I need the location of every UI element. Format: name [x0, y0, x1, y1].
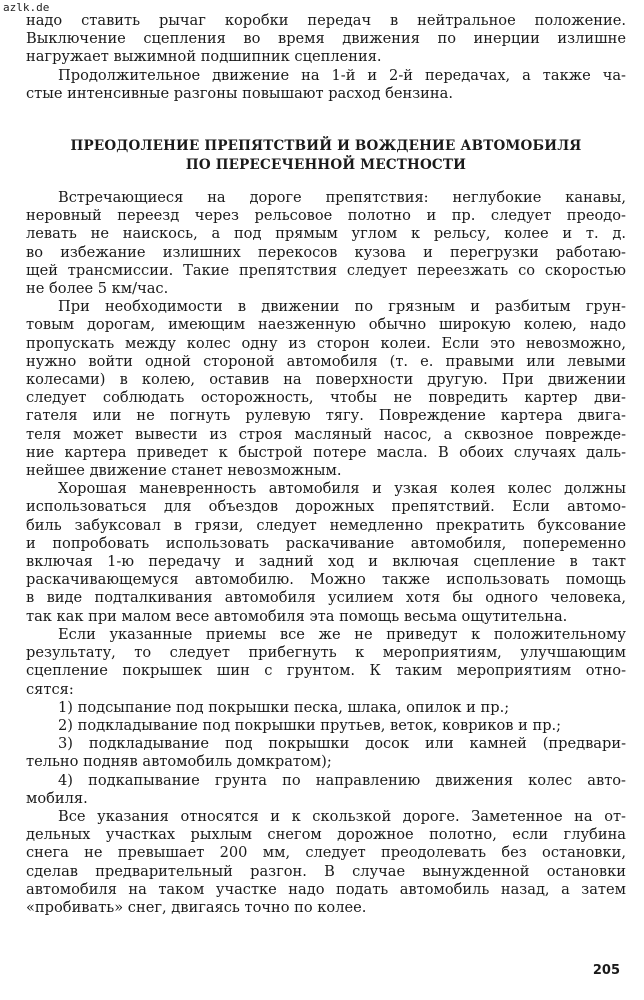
text-line: во избежание излишних перекосов кузова и перегрузки работаю- [26, 243, 626, 261]
text-line: теля может вывести из строя масляный насос, а сквозное поврежде- [26, 425, 626, 443]
watermark: azlk.de [3, 1, 50, 14]
text-line: нейшее движение станет невозможным. [26, 462, 342, 480]
text-line: сятся: [26, 680, 74, 698]
text-line: не более 5 км/час. [26, 280, 169, 298]
text-line: Выключение сцепления во время движения по инерции излишне [26, 30, 626, 48]
section-heading [26, 137, 626, 175]
paragraph-obstacles [26, 189, 626, 298]
text-line: снега не превышает 200 мм, следует преодолевать без остановки, [26, 844, 626, 862]
text-line: сцепление покрышек шин с грунтом. К таким мероприятиям отно- [26, 662, 626, 680]
list-item-continuation: мобиля. [26, 789, 88, 807]
text-line: «пробивать» снег, двигаясь точно по колее. [26, 898, 367, 916]
text-line: надо ставить рычаг коробки передач в нейтральное положение. [26, 12, 626, 29]
text-line: нагружает выжимной подшипник сцепления. [26, 48, 382, 66]
text-line: стые интенсивные разгоны повышают расход бензина. [26, 84, 453, 102]
paragraph-slippery-road [26, 808, 626, 917]
text-line: Все указания относятся и к скользкой дороге. Заметенное на от- [58, 807, 626, 825]
text-line: Встречающиеся на дороге препятствия: неглубокие канавы, [58, 189, 626, 207]
paragraph-clutch [26, 12, 626, 67]
book-page [26, 12, 626, 917]
text-line: и попробовать использовать раскачивание автомобиля, попеременно [26, 534, 626, 552]
list-item: 1) подсыпание под покрышки песка, шлака, опилок и пр.; [58, 698, 510, 716]
text-line: дельных участках рыхлым снегом дорожное полотно, если глубина [26, 826, 626, 844]
paragraph-traction-measures [26, 626, 626, 699]
text-line: гателя или не погнуть рулевую тягу. Повреждение картера двига- [26, 407, 626, 425]
text-line: результату, то следует прибегнуть к мероприятиям, улучшающим [26, 644, 626, 662]
text-line: биль забуксовал в грязи, следует немедленно прекратить буксование [26, 516, 626, 534]
text-line: использоваться для объездов дорожных препятствий. Если автомо- [26, 498, 626, 516]
text-line: автомобиля на таком участке надо подать автомобиль назад, а затем [26, 880, 626, 898]
text-line: раскачивающемуся автомобилю. Можно также использовать помощь [26, 571, 626, 589]
heading-line: ПО ПЕРЕСЕЧЕННОЙ МЕСТНОСТИ [185, 157, 467, 174]
list-item-continuation: тельно подняв автомобиль домкратом); [26, 753, 332, 771]
paragraph-maneuverability [26, 480, 626, 626]
text-line: При необходимости в движении по грязным и разбитым грун- [58, 298, 626, 316]
text-line: колесами) в колею, оставив на поверхности другую. При движении [26, 371, 626, 389]
text-line: Хорошая маневренность автомобиля и узкая колея колес должны [58, 480, 626, 498]
page-number: 205 [592, 963, 620, 978]
text-line: щей трансмиссии. Такие препятствия следует переезжать со скоростью [26, 261, 626, 279]
text-line: левать не наискось, а под прямым углом к рельсу, колее и т. д. [26, 225, 626, 243]
text-line: пропускать между колес одну из сторон колеи. Если это невозможно, [26, 334, 626, 352]
text-line: Если указанные приемы все же не приведут к положительному [58, 625, 626, 643]
text-line: включая 1-ю передачу и задний ход и включая сцепление в такт [26, 553, 626, 571]
list-item: 4) подкапывание грунта по направлению движения колес авто- [58, 771, 626, 789]
heading-line: ПРЕОДОЛЕНИЕ ПРЕПЯТСТВИЙ И ВОЖДЕНИЕ АВТОМОБИЛЯ [70, 138, 582, 155]
paragraph-dirt-roads [26, 298, 626, 480]
list-item: 3) подкладывание под покрышки досок или камней (предвари- [58, 735, 626, 753]
text-line: Продолжительное движение на 1-й и 2-й передачах, а также ча- [58, 66, 626, 84]
paragraph-fuel [26, 67, 626, 103]
text-line: неровный переезд через рельсовое полотно и пр. следует преодо- [26, 207, 626, 225]
text-line: сделав предварительный разгон. В случае вынужденной остановки [26, 862, 626, 880]
text-line: следует соблюдать осторожность, чтобы не повредить картер дви- [26, 389, 626, 407]
list-item: 2) подкладывание под покрышки прутьев, веток, ковриков и пр.; [58, 716, 562, 734]
text-line: в виде подталкивания автомобиля усилием хотя бы одного человека, [26, 589, 626, 607]
text-line: товым дорогам, имеющим наезженную обычно широкую колею, надо [26, 316, 626, 334]
text-line: ние картера приведет к быстрой потере масла. В обоих случаях даль- [26, 443, 626, 461]
text-line: так как при малом весе автомобиля эта помощь весьма ощутительна. [26, 607, 568, 625]
text-line: нужно войти одной стороной автомобиля (т. е. правыми или левыми [26, 352, 626, 370]
measures-list [26, 699, 626, 808]
